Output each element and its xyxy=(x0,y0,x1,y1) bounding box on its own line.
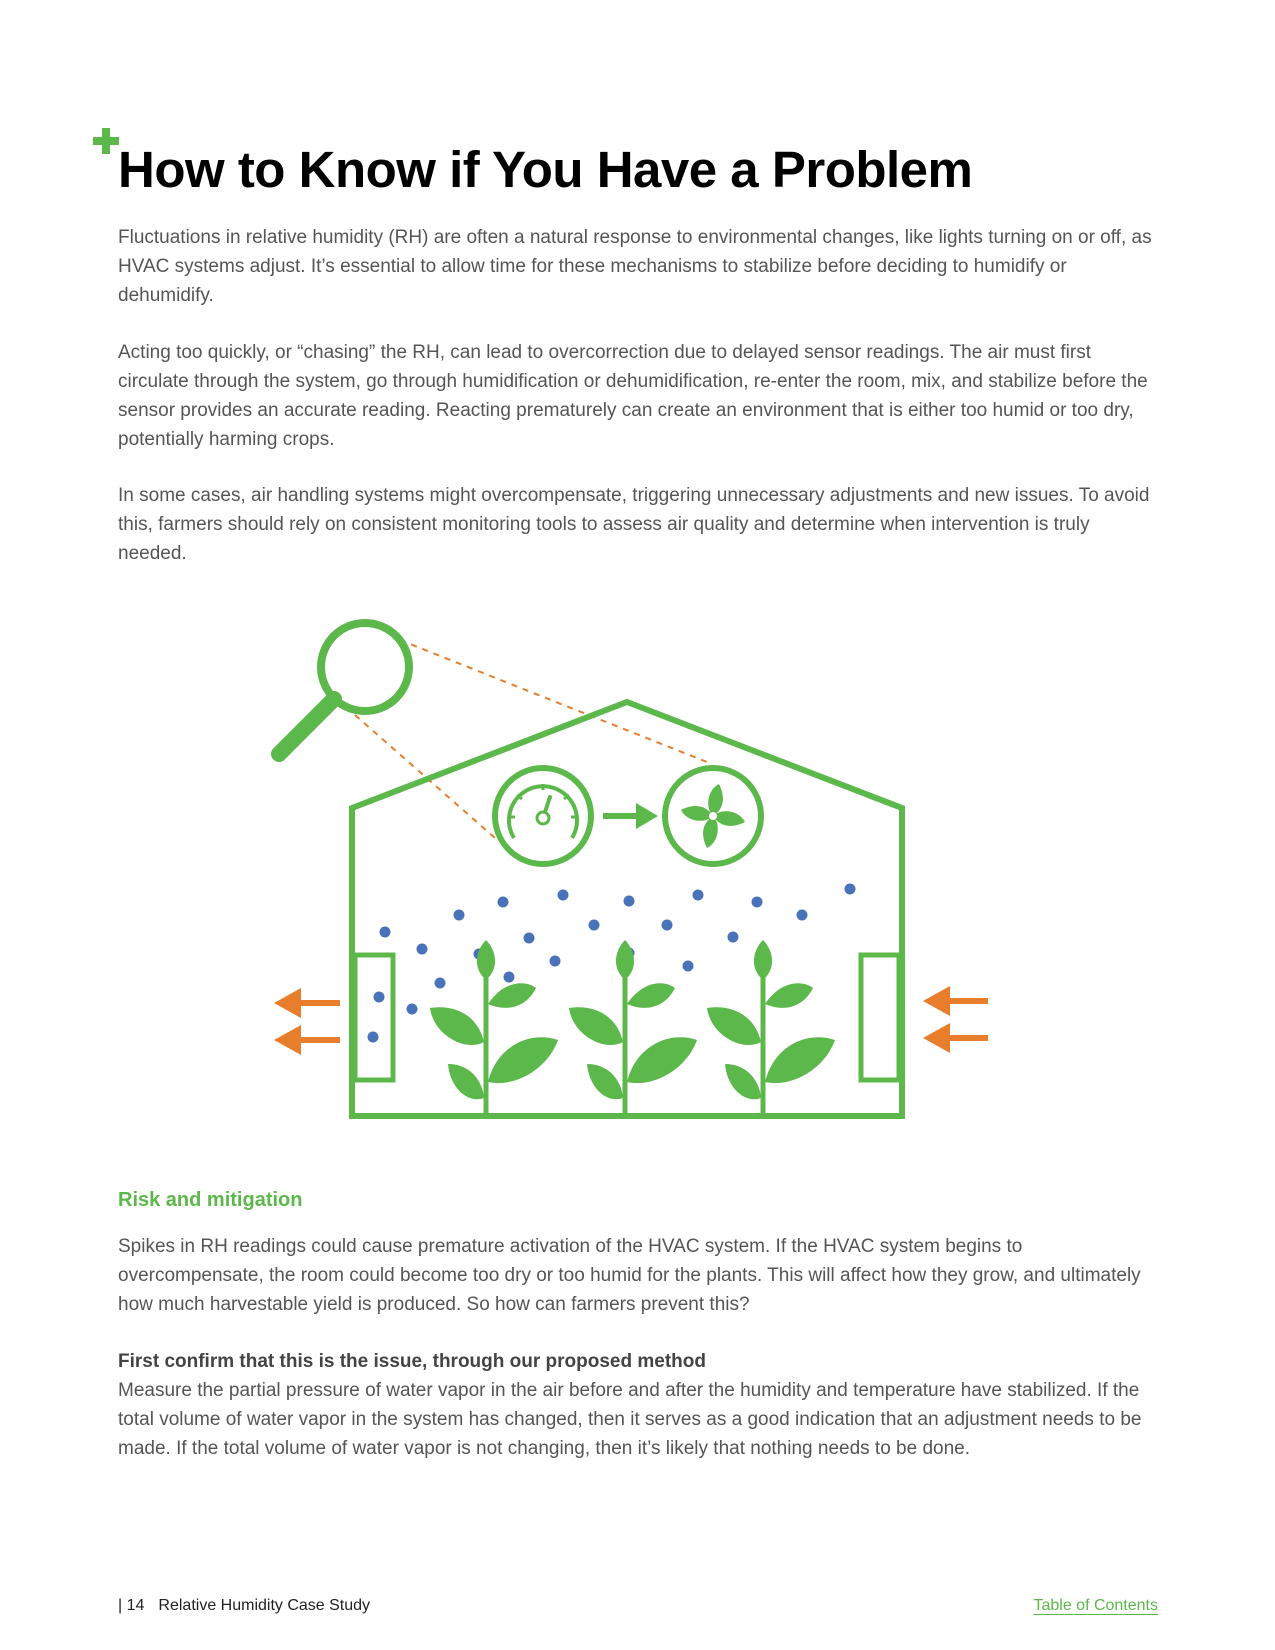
method-heading: First confirm that this is the issue, through our proposed method xyxy=(118,1351,706,1372)
fan-icon xyxy=(665,768,761,864)
risk-paragraph: Spikes in RH readings could cause premature activation of the HVAC system. If the HVAC system begins to overcompensate, the room could become too dry or too humid for the plants. This will affect how they grow, and ultimately how much harvestable yield is produced. So how can farmers prevent this? xyxy=(118,1236,1141,1315)
guide-line-top xyxy=(400,640,712,764)
plant-icon xyxy=(569,940,697,1116)
paragraph-2: Acting too quickly, or “chasing” the RH, can lead to overcorrection due to delayed sensor readings. The air must first circulate through the system, go through humidification or dehumidification, re-enter the room, mix, and stabilize before the sensor provides an accurate reading. Reacting prematurely can create an environment that is either too humid or too dry, potentially harming crops. xyxy=(118,342,1148,450)
method-section xyxy=(118,1347,1158,1463)
arrow-left-icon xyxy=(274,988,340,1055)
risk-heading: Risk and mitigation xyxy=(118,1189,303,1211)
paragraph-1: Fluctuations in relative humidity (RH) are often a natural response to environmental changes, like lights turning on or off, as HVAC systems adjust. It’s essential to allow time for these mechanisms to stabilize before deciding to humidify or dehumidify. xyxy=(118,227,1152,306)
greenhouse-illustration xyxy=(260,615,1020,1135)
plant-icon xyxy=(707,940,835,1116)
right-vent xyxy=(861,955,899,1080)
footer-left xyxy=(118,1597,370,1615)
page-number: | 14 xyxy=(118,1597,145,1614)
magnifier-icon xyxy=(279,623,409,754)
arrow-left-icon xyxy=(923,986,988,1053)
left-vent xyxy=(355,955,393,1080)
method-text: Measure the partial pressure of water vapor in the air before and after the humidity and temperature have stabilized. If the total volume of water vapor in the system has changed, then it serves as a good indication that an adjustment needs to be made. If the total volume of water vapor is not changing, then it’s likely that nothing needs to be done. xyxy=(118,1380,1142,1459)
doc-title: Relative Humidity Case Study xyxy=(158,1597,371,1614)
paragraph-3: In some cases, air handling systems might overcompensate, triggering unnecessary adjustments and new issues. To avoid this, farmers should rely on consistent monitoring tools to assess air quality and determine when intervention is truly needed. xyxy=(118,485,1150,564)
plus-icon xyxy=(93,128,119,154)
plant-icon xyxy=(430,940,558,1116)
gauge-icon xyxy=(495,768,591,864)
page-title: How to Know if You Have a Problem xyxy=(118,141,973,198)
guide-line-bottom xyxy=(355,715,495,838)
arrow-right-icon xyxy=(603,803,658,829)
table-of-contents-link[interactable]: Table of Contents xyxy=(1033,1597,1158,1614)
